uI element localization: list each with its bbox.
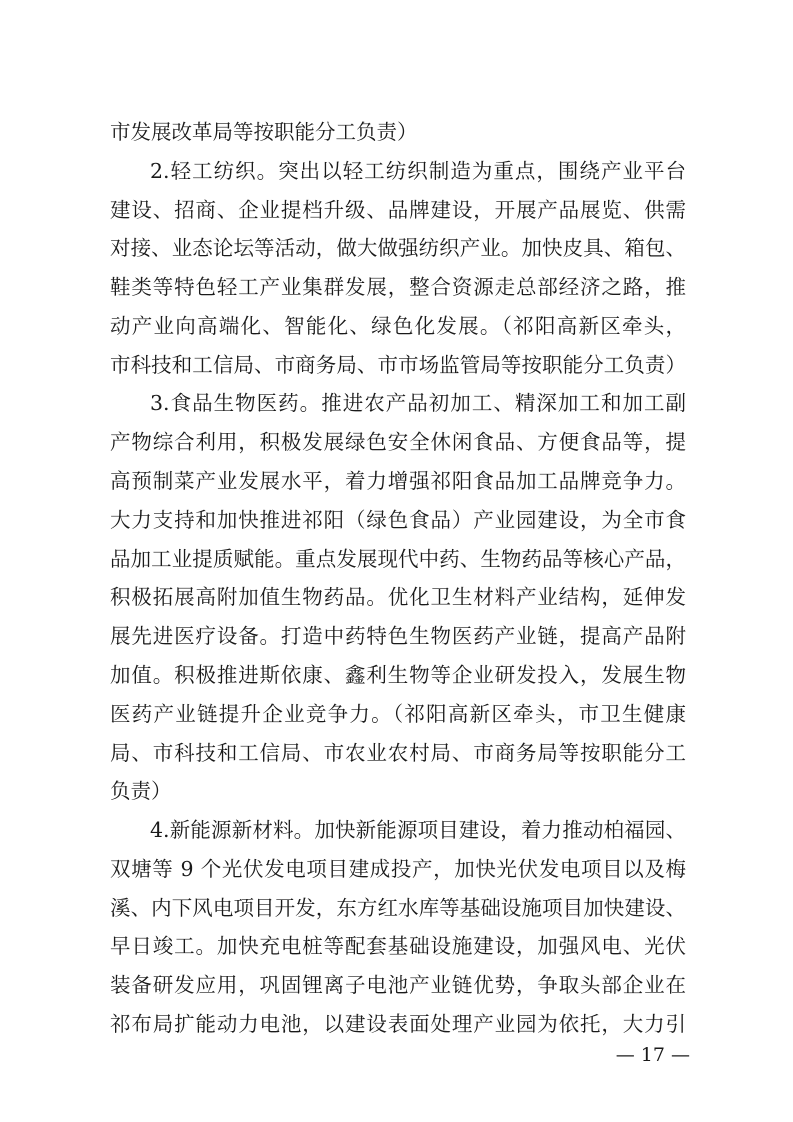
text-line: 祁布局扩能动力电池，以建设表面处理产业园为依托，大力引 <box>110 1012 686 1036</box>
text-line: 加值。积极推进斯依康、鑫利生物等企业研发投入，发展生物 <box>110 663 686 687</box>
text-line: 鞋类等特色轻工产业集群发展，整合资源走总部经济之路，推 <box>110 275 686 299</box>
text-line: 负责） <box>110 779 172 803</box>
text-line: 大力支持和加快推进祁阳（绿色食品）产业园建设，为全市食 <box>110 508 686 532</box>
text-line: 动产业向高端化、智能化、绿色化发展。（祁阳高新区牵头， <box>110 314 686 338</box>
text-line: 市科技和工信局、市商务局、市市场监管局等按职能分工负责） <box>110 353 686 377</box>
text-line: 展先进医疗设备。打造中药特色生物医药产业链，提高产品附 <box>110 624 686 648</box>
text-line: 对接、业态论坛等活动，做大做强纺织产业。加快皮具、箱包、 <box>110 236 686 260</box>
text-line: 品加工业提质赋能。重点发展现代中药、生物药品等核心产品， <box>110 547 686 571</box>
text-line: 装备研发应用，巩固锂离子电池产业链优势，争取头部企业在 <box>110 973 686 997</box>
text-line: 溪、内下风电项目开发，东方红水库等基础设施项目加快建设、 <box>110 896 686 920</box>
text-line: 3.食品生物医药。推进农产品初加工、精深加工和加工副 <box>150 391 686 415</box>
text-line: 市发展改革局等按职能分工负责） <box>110 120 418 144</box>
text-line: 2.轻工纺织。突出以轻工纺织制造为重点，围绕产业平台 <box>150 159 686 183</box>
text-line: 局、市科技和工信局、市农业农村局、市商务局等按职能分工 <box>110 741 686 765</box>
text-line: 早日竣工。加快充电桩等配套基础设施建设，加强风电、光伏 <box>110 934 686 958</box>
text-line: 4.新能源新材料。加快新能源项目建设，着力推动柏福园、 <box>150 818 686 842</box>
text-line: 高预制菜产业发展水平，着力增强祁阳食品加工品牌竞争力。 <box>110 469 686 493</box>
text-line: 产物综合利用，积极发展绿色安全休闲食品、方便食品等，提 <box>110 430 686 454</box>
text-line: 积极拓展高附加值生物药品。优化卫生材料产业结构，延伸发 <box>110 585 686 609</box>
text-line: 建设、招商、企业提档升级、品牌建设，开展产品展览、供需 <box>110 198 686 222</box>
text-line: 医药产业链提升企业竞争力。（祁阳高新区牵头，市卫生健康 <box>110 702 686 726</box>
page-number: — 17 — <box>615 1044 690 1066</box>
text-line: 双塘等 9 个光伏发电项目建成投产，加快光伏发电项目以及梅 <box>110 857 686 881</box>
